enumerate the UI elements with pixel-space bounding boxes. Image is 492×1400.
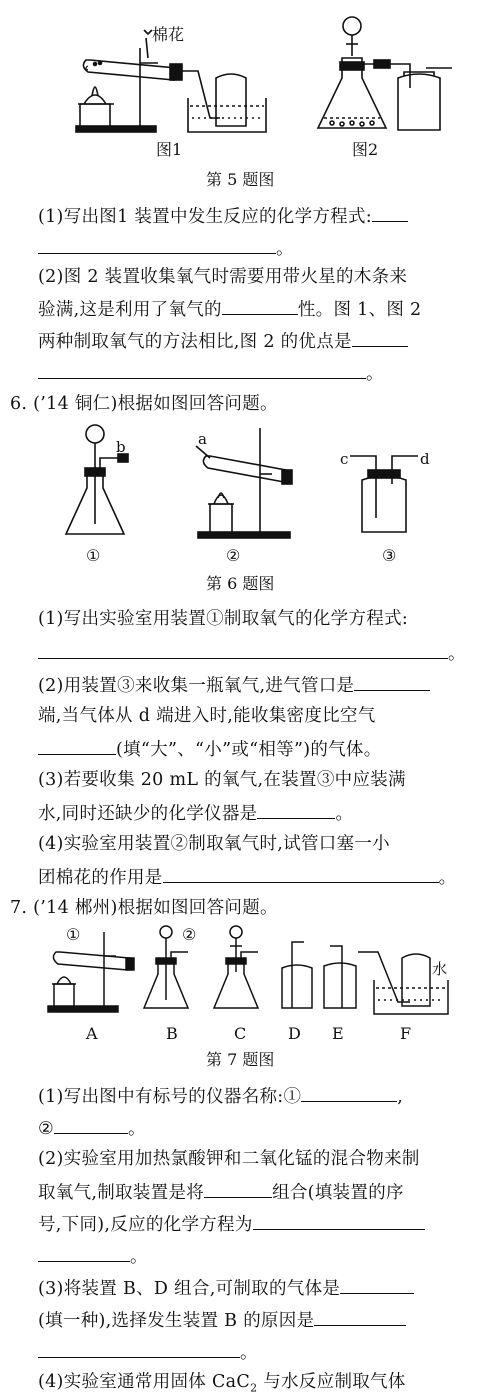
q5-part2-text-c: 两种制取氧气的方法相比,图 2 的优点是 — [38, 332, 352, 352]
fig6-label-c: c — [340, 450, 349, 468]
q6-part4-text-b: 团棉花的作用是 — [38, 868, 163, 888]
q5-part2-blank-a[interactable] — [222, 297, 298, 315]
q7-part2-line2 — [38, 1180, 404, 1204]
q5-part2-text-b1: 验满,这是利用了氧气的 — [38, 300, 222, 320]
fig6-number-1: ① — [86, 546, 101, 565]
q5-part2-end: 。 — [366, 364, 384, 384]
q5-part2-line2 — [38, 297, 421, 321]
q7-part1-line1 — [38, 1084, 403, 1108]
figure-7-apparatus — [46, 922, 466, 1022]
q6-part1-blank[interactable] — [38, 641, 448, 659]
q5-part1-line2 — [38, 236, 294, 260]
fig7-number-1: ① — [66, 925, 81, 944]
fig6-label-b: b — [116, 438, 126, 456]
q7-part1-line2 — [38, 1116, 146, 1140]
q6-part3-text-b1: 水,同时还缺少的化学仪器是 — [38, 804, 258, 824]
fig6-number-2: ② — [226, 546, 241, 565]
q6-part2-text-c: (填“大”、“小”或“相等”)的气体。 — [116, 740, 382, 760]
q6-part1-line2 — [38, 641, 466, 665]
fig6-number-3: ③ — [382, 546, 397, 565]
fig7-label-c: C — [234, 1024, 247, 1043]
q6-part2-text-a: (2)用装置③来收集一瓶氧气,进气管口是 — [38, 676, 355, 696]
q7-heading: 7. (’14 郴州)根据如图回答问题。 — [10, 898, 278, 918]
q5-part1-line1 — [38, 204, 408, 228]
q7-part3-text-b: (填一种),选择发生装置 B 的原因是 — [38, 1311, 315, 1331]
figure-7-title: 第 7 题图 — [206, 1050, 275, 1069]
q6-part4-end: 。 — [438, 868, 457, 888]
q5-part2-blank-c[interactable] — [38, 361, 366, 379]
q7-part3-line2 — [38, 1308, 406, 1332]
q7-part3-line1 — [38, 1276, 414, 1300]
figure-5-title: 第 5 题图 — [206, 170, 275, 189]
q7-part2-line3 — [38, 1212, 425, 1236]
q7-part2-blank-b[interactable] — [253, 1212, 425, 1230]
q6-part3-line1: (3)若要收集 20 mL 的氧气,在装置③中应装满 — [38, 770, 406, 790]
q7-part3-blank-a[interactable] — [340, 1276, 414, 1294]
q7-part2-text-c: 号,下同),反应的化学方程为 — [38, 1215, 253, 1235]
fig6-label-d: d — [420, 450, 430, 468]
q7-part3-blank-b[interactable] — [314, 1308, 406, 1326]
q5-part1-end: 。 — [276, 239, 294, 259]
q6-part1-end: 。 — [448, 644, 466, 664]
q5-part2-line1: (2)图 2 装置收集氧气时需要用带火星的木条来 — [38, 267, 408, 287]
q6-part3-line2 — [38, 801, 353, 825]
figure-5-apparatus — [70, 8, 470, 138]
q7-part3-end: 。 — [240, 1343, 258, 1363]
q6-part4-line2 — [38, 865, 456, 889]
cotton-label: 棉花 — [152, 25, 185, 44]
q6-part2-line2: 端,当气体从 d 端进入时,能收集密度比空气 — [38, 706, 376, 726]
q6-part2-line3 — [38, 737, 382, 761]
q6-heading: 6. (’14 铜仁)根据如图回答问题。 — [10, 394, 278, 414]
q7-part1-text-a: (1)写出图中有标号的仪器名称:① — [38, 1087, 302, 1107]
q5-part2-line4 — [38, 361, 384, 385]
q7-part1-text-b: ② — [38, 1119, 54, 1139]
q7-part2-text-b2: 组合(填装置的序 — [272, 1183, 404, 1203]
fig7-label-f: F — [400, 1024, 412, 1043]
q5-part1-blank-a[interactable] — [372, 204, 408, 222]
q7-part2-line1: (2)实验室用加热氯酸钾和二氧化锰的混合物来制 — [38, 1149, 420, 1169]
q6-part2-line1 — [38, 673, 430, 697]
q5-part1-blank-b[interactable] — [38, 236, 276, 254]
q7-part2-text-b1: 取氧气,制取装置是将 — [38, 1183, 205, 1203]
figure-1-caption: 图1 — [156, 140, 183, 159]
q7-part1-comma: , — [397, 1087, 404, 1107]
q7-part1-end: 。 — [128, 1119, 146, 1139]
q7-part3-line3 — [38, 1340, 258, 1364]
fig7-label-d: D — [288, 1024, 301, 1043]
q7-part3-blank-c[interactable] — [38, 1340, 240, 1358]
fig7-number-2: ② — [182, 925, 197, 944]
q7-part2-blank-a[interactable] — [204, 1180, 272, 1198]
q6-part4-blank[interactable] — [163, 865, 439, 883]
fig7-water-label: 水 — [432, 960, 448, 978]
q7-part1-blank-1[interactable] — [301, 1084, 397, 1102]
figure-6-title: 第 6 题图 — [206, 574, 275, 593]
q5-part2-blank-b[interactable] — [352, 329, 408, 347]
q6-part4-line1: (4)实验室用装置②制取氧气时,试管口塞一小 — [38, 834, 390, 854]
q6-part3-end: 。 — [335, 804, 354, 824]
q7-part1-blank-2[interactable] — [54, 1116, 128, 1134]
fig6-label-a: a — [198, 430, 207, 448]
q7-part3-text-a: (3)将装置 B、D 组合,可制取的气体是 — [38, 1279, 341, 1299]
figure-2-caption: 图2 — [352, 140, 379, 159]
q7-part4-text-b: 与水反应制取气体 — [257, 1372, 406, 1392]
fig7-label-b: B — [166, 1024, 178, 1043]
q7-part2-blank-c[interactable] — [38, 1244, 130, 1262]
q7-part2-line4 — [38, 1244, 148, 1268]
q6-part1-line1: (1)写出实验室用装置①制取氧气的化学方程式: — [38, 609, 409, 629]
q7-part2-end: 。 — [130, 1247, 148, 1267]
q5-part2-line3 — [38, 329, 408, 353]
q7-part4-text-a: (4)实验室通常用固体 CaC — [38, 1372, 251, 1392]
q5-part2-text-b2: 性。图 1、图 2 — [297, 300, 422, 320]
q5-part1-text: (1)写出图1 装置中发生反应的化学方程式: — [38, 207, 372, 227]
q7-part4-line1 — [38, 1371, 406, 1400]
q6-part2-blank-b[interactable] — [38, 737, 116, 755]
q7-part4-subscript: 2 — [250, 1381, 258, 1395]
q6-part2-blank-a[interactable] — [354, 673, 430, 691]
fig7-label-e: E — [332, 1024, 344, 1043]
q6-part3-blank[interactable] — [257, 801, 335, 819]
fig7-label-a: A — [86, 1024, 98, 1043]
